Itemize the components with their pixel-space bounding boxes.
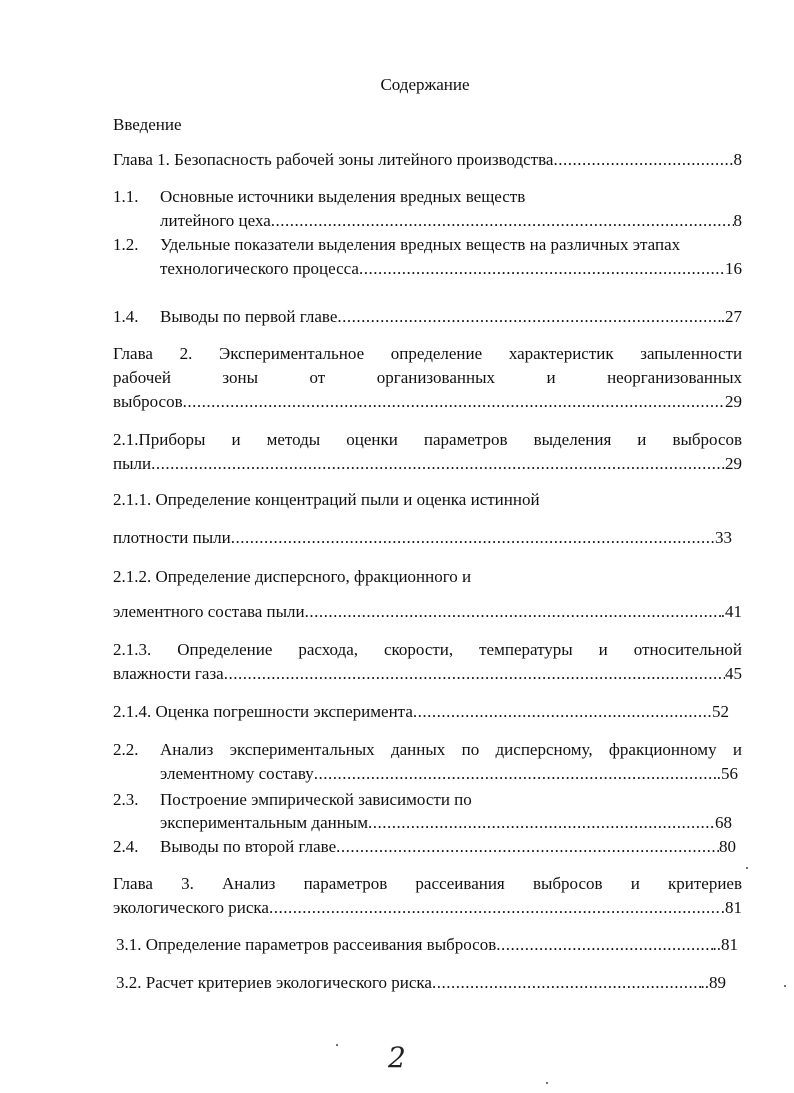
toc-section-2-1-1: плотности пыли ..... 33 (113, 527, 732, 549)
toc-chapter-1: Глава 1. Безопасность рабочей зоны литейного производства ..... 8 (113, 149, 742, 171)
toc-section-1-2-line1: Удельные показатели выделения вредных веществ на различных этапах (160, 235, 681, 254)
toc-section-number: 1.1. (113, 187, 139, 206)
toc-section-2-1-2-line1: 2.1.2. Определение дисперсного, фракционного и (113, 567, 472, 586)
toc-section-3-1: 3.1. Определение параметров рассеивания выбросов ..... ..81 (116, 934, 738, 956)
toc-section-2-1-1-line1: 2.1.1. Определение концентраций пыли и оценка истинной (113, 490, 540, 509)
scan-speck (336, 1044, 338, 1046)
toc-chapter-2-line1: Глава 2. Экспериментальное определение характеристик запыленности (113, 344, 743, 363)
page-title: Содержание (380, 75, 470, 94)
toc-section-2-1-3: влажности газа ..... 45 (113, 663, 742, 685)
toc-section-3-2: 3.2. Расчет критериев экологического риска ..... ..89 (116, 972, 726, 994)
page-number: .56 (716, 764, 738, 783)
page-number: 33 (715, 528, 732, 547)
toc-section-2-1-line1: 2.1.Приборы и методы оценки параметров выделения и выбросов (113, 430, 743, 449)
toc-section-2-1-4: 2.1.4. Оценка погрешности эксперимента ..... 52 (113, 701, 729, 723)
page-number: .27 (720, 307, 742, 326)
page-number: 8 (733, 211, 742, 230)
scan-speck (784, 985, 786, 987)
toc-chapter-2: выбросов ..... 29 (113, 391, 742, 413)
page-number: 80 (719, 837, 736, 856)
page-number: .81 (720, 898, 742, 917)
scan-speck (746, 867, 748, 869)
toc-section-2-2: элементному составу ..... .56 (160, 763, 738, 785)
page-number: ..81 (712, 935, 738, 954)
toc-section-1-2: технологического процесса ..... 16 (160, 258, 742, 280)
toc-section-number: 2.2. (113, 740, 139, 759)
toc-section-2-3-line1: Построение эмпирической зависимости по (160, 790, 472, 809)
toc-section-2-1-3-line1: 2.1.3. Определение расхода, скорости, температуры и относительной (113, 640, 743, 659)
page-number: 52 (712, 702, 729, 721)
toc-section-2-1: пыли ..... 29 (113, 453, 742, 475)
toc-chapter-3: экологического риска ..... .81 (113, 897, 742, 919)
toc-chapter-3-line1: Глава 3. Анализ параметров рассеивания выбросов и критериев (113, 874, 742, 893)
page-number: .41 (720, 602, 742, 621)
page-number: 68 (715, 813, 732, 832)
toc-section-number: 2.3. (113, 790, 139, 809)
toc-section-2-3: экспериментальным данным ..... 68 (160, 812, 732, 834)
page-number: 29 (725, 392, 742, 411)
page-number: 8 (733, 150, 742, 169)
toc-section-2-2-line1: Анализ экспериментальных данных по дисперсному, фракционному и (160, 740, 743, 759)
toc-section-number: 2.4. (113, 837, 139, 856)
page-number: 29 (725, 454, 742, 473)
toc-section-1-4: Выводы по первой главе ..... .27 (160, 306, 742, 328)
toc-section-2-1-2: элементного состава пыли ..... .41 (113, 601, 742, 623)
page-number: 16 (725, 259, 742, 278)
toc-section-number: 1.2. (113, 235, 139, 254)
handwritten-page-number: 2 (388, 1041, 406, 1074)
toc-section-2-4: Выводы по второй главе ..... 80 (160, 836, 736, 858)
toc-section-number: 1.4. (113, 307, 139, 326)
toc-introduction: Введение (113, 115, 182, 134)
toc-section-1-1: литейного цеха ..... 8 (160, 210, 742, 232)
scan-speck (546, 1082, 548, 1084)
page-number: 45 (725, 664, 742, 683)
toc-chapter-2-line2: рабочей зоны от организованных и неорганизованных (113, 368, 742, 387)
page-number: ..89 (700, 973, 726, 992)
toc-section-1-1-line1: Основные источники выделения вредных веществ (160, 187, 526, 206)
